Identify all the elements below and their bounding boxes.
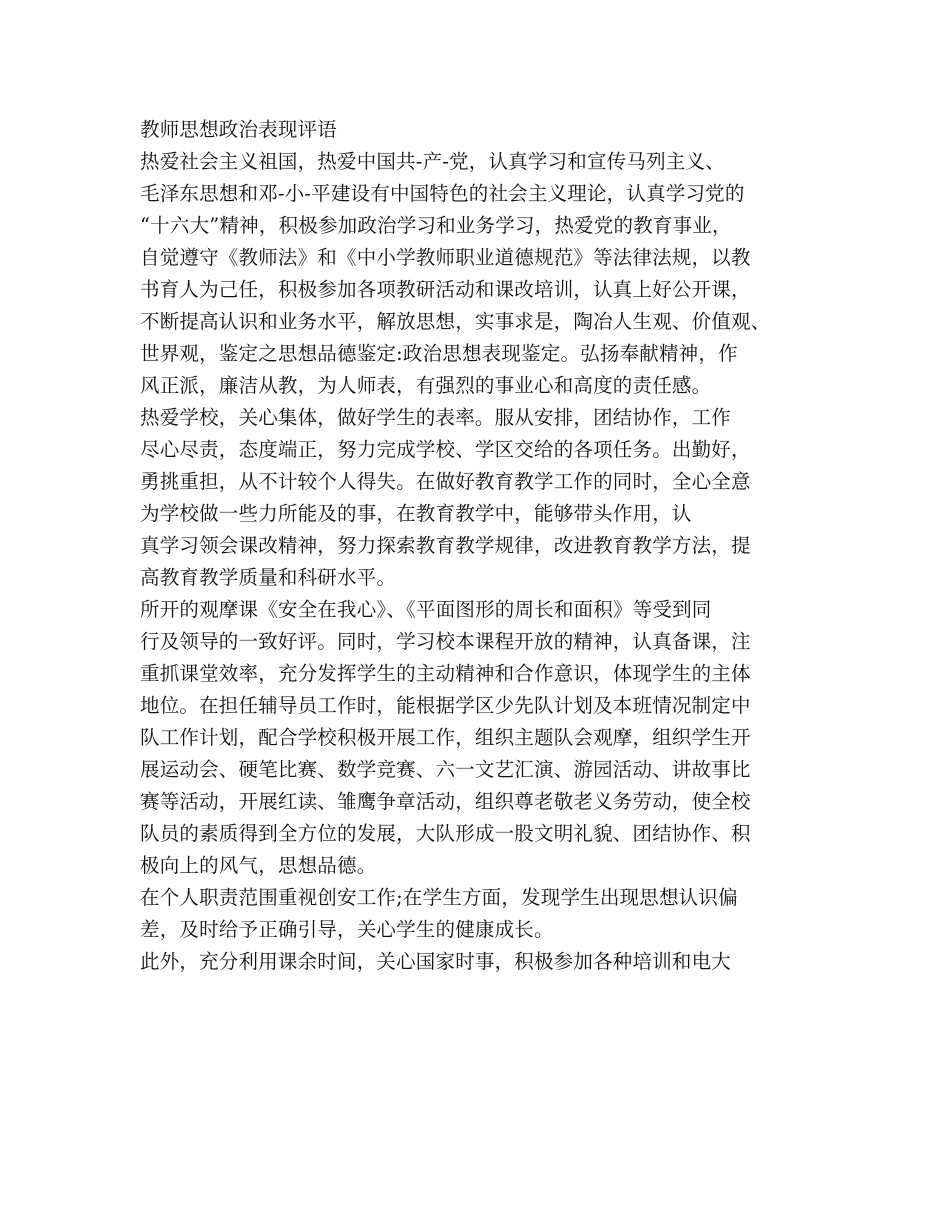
text-line: 真学习领会课改精神，努力探索教育教学规律，改进教育教学方法，提 bbox=[140, 534, 751, 557]
text-line: 此外，充分利用课余时间，关心国家时事，积极参加各种培训和电大 bbox=[140, 950, 732, 973]
document-body bbox=[140, 114, 830, 978]
text-line: 赛等活动，开展红读、雏鹰争章活动，组织尊老敬老义务劳动，使全校 bbox=[140, 790, 751, 813]
text-line: “十六大”精神，积极参加政治学习和业务学习，热爱党的教育事业， bbox=[140, 214, 732, 237]
text-line: 行及领导的一致好评。同时，学习校本课程开放的精神，认真备课，注 bbox=[140, 630, 751, 653]
document-title: 教师思想政治表现评语 bbox=[140, 118, 338, 141]
text-line: 书育人为己任，积极参加各项教研活动和课改培训，认真上好公开课， bbox=[140, 278, 751, 301]
text-line: 队员的素质得到全方位的发展，大队形成一股文明礼貌、团结协作、积 bbox=[140, 822, 751, 845]
text-line: 极向上的风气，思想品德。 bbox=[140, 854, 377, 877]
text-line: 世界观，鉴定之思想品德鉴定:政治思想表现鉴定。弘扬奉献精神，作 bbox=[140, 342, 738, 365]
text-line: 展运动会、硬笔比赛、数学竞赛、六一文艺汇演、游园活动、讲故事比 bbox=[140, 758, 751, 781]
text-line: 热爱学校，关心集体，做好学生的表率。服从安排，团结协作，工作 bbox=[140, 406, 732, 429]
text-line: 毛泽东思想和邓-小-平建设有中国特色的社会主义理论，认真学习党的 bbox=[140, 182, 745, 205]
text-line: 不断提高认识和业务水平，解放思想，实事求是，陶冶人生观、价值观、 bbox=[140, 310, 771, 333]
text-line: 尽心尽责，态度端正，努力完成学校、学区交给的各项任务。出勤好， bbox=[140, 438, 751, 461]
text-line: 高教育教学质量和科研水平。 bbox=[140, 566, 397, 589]
text-line: 为学校做一些力所能及的事，在教育教学中，能够带头作用，认 bbox=[140, 502, 692, 525]
text-line: 热爱社会主义祖国，热爱中国共-产-党，认真学习和宣传马列主义、 bbox=[140, 150, 725, 173]
text-line: 在个人职责范围重视创安工作;在学生方面，发现学生出现思想认识偏 bbox=[140, 886, 738, 909]
text-line: 自觉遵守《教师法》和《中小学教师职业道德规范》等法律法规，以教 bbox=[140, 246, 751, 269]
text-line: 重抓课堂效率，充分发挥学生的主动精神和合作意识，体现学生的主体 bbox=[140, 662, 751, 685]
text-line: 差，及时给予正确引导，关心学生的健康成长。 bbox=[140, 918, 554, 941]
text-line: 风正派，廉洁从教，为人师表，有强烈的事业心和高度的责任感。 bbox=[140, 374, 712, 397]
text-line: 队工作计划，配合学校积极开展工作，组织主题队会观摩，组织学生开 bbox=[140, 726, 751, 749]
text-line: 地位。在担任辅导员工作时，能根据学区少先队计划及本班情况制定中 bbox=[140, 694, 751, 717]
text-line: 勇挑重担，从不计较个人得失。在做好教育教学工作的同时，全心全意 bbox=[140, 470, 751, 493]
text-line: 所开的观摩课《安全在我心》、《平面图形的周长和面积》等受到同 bbox=[140, 598, 712, 621]
